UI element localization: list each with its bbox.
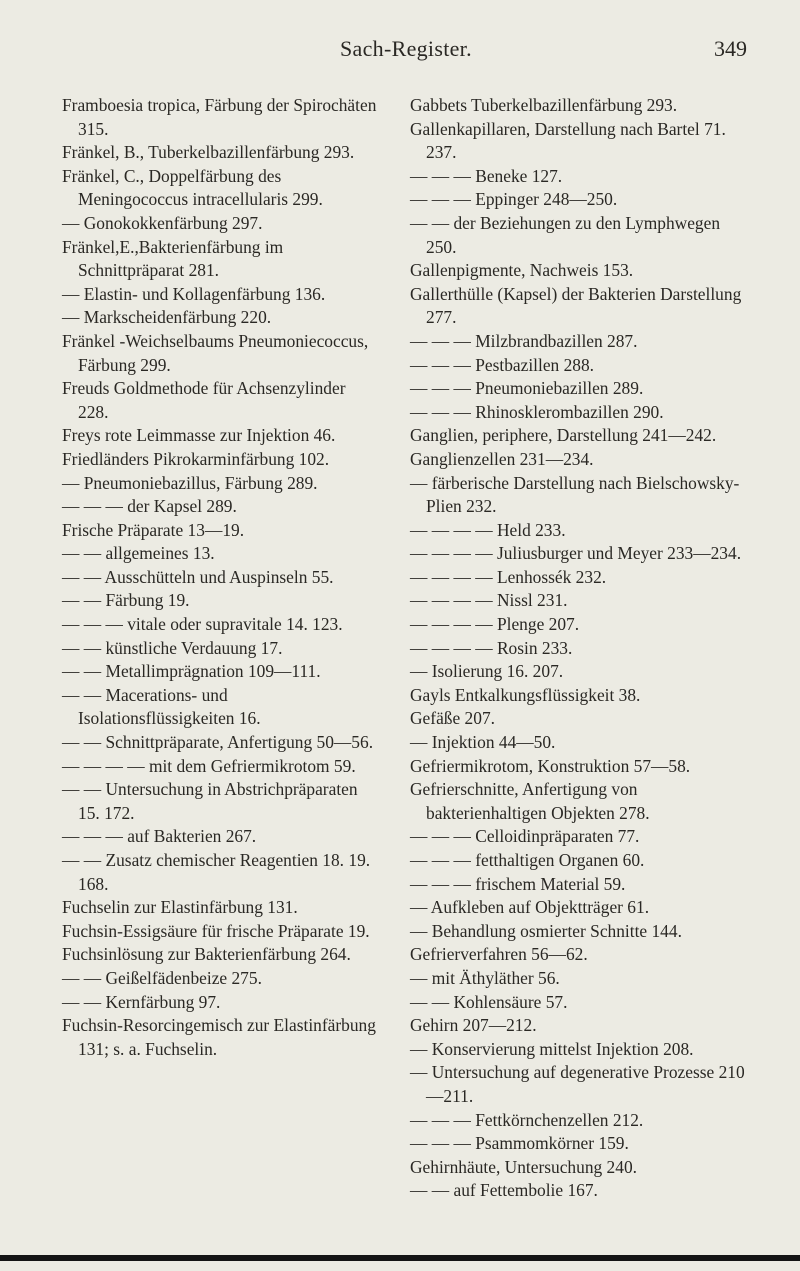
index-entry: Gehirnhäute, Untersuchung 240. [410,1156,637,1177]
index-entry: Fuchselin zur Elastinfärbung 131. [62,897,298,918]
index-entry: Fränkel, B., Tuberkelbazillenfärbung 293. [62,142,355,163]
index-entry: Gefriermikrotom, Konstruktion 57—58. [410,755,691,776]
index-entry: — Markscheidenfärbung 220. [62,307,272,328]
index-entry: Gefäße 207. [410,708,495,729]
index-entry: Fuchsin-Resorcingemisch zur Elastinfärbung 131; s. a. Fuchselin. [62,1015,376,1059]
index-entry: — Injektion 44—50. [410,732,556,753]
index-entry: — färberische Darstellung nach Bielschowsky-Plien 232. [410,472,740,517]
left-column [62,94,380,1061]
bottom-edge-rule [0,1255,800,1261]
index-entry: — — — Eppinger 248—250. [410,189,618,210]
index-entry: — — — vitale oder supravitale 14. 123. [62,614,343,635]
index-entry: — — — — mit dem Gefriermikrotom 59. [62,755,356,776]
index-entry: — Elastin- und Kollagenfärbung 136. [62,283,326,304]
index-entry: Fuchsin-Essigsäure für frische Präparate 19. [62,920,370,941]
index-entry: — — der Beziehungen zu den Lymphwegen 250. [410,212,721,257]
index-entry: — — — auf Bakterien 267. [62,826,257,847]
index-entry: — Konservierung mittelst Injektion 208. [410,1038,694,1059]
index-entry: Gabbets Tuberkelbazillenfärbung 293. [410,95,678,115]
right-column [410,94,746,1203]
running-title: Sach-Register. [340,36,472,61]
index-entry: Fränkel,E.,Bakterienfärbung im Schnittpräparat 281. [62,236,284,281]
index-entry: — — Ausschütteln und Auspinseln 55. [62,566,334,587]
index-entry: Fuchsinlösung zur Bakterienfärbung 264. [62,944,351,965]
index-entry: — — — — Rosin 233. [410,637,573,658]
index-entry: — Gonokokkenfärbung 297. [62,212,263,233]
index-entry: Gefrierschnitte, Anfertigung von bakterienhaltigen Objekten 278. [410,779,650,823]
index-entry: — — — der Kapsel 289. [62,496,237,517]
index-entry: Gefrierverfahren 56—62. [410,944,588,965]
index-entry: Framboesia tropica, Färbung der Spirochäten 315. [62,95,377,139]
index-entry: — — — Celloidinpräparaten 77. [410,826,640,847]
index-entry: — — — frischem Material 59. [410,873,626,894]
index-entry: — — — Psammomkörner 159. [410,1133,629,1154]
index-entry: Gallenkapillaren, Darstellung nach Bartel 71. 237. [410,118,726,163]
index-entry: — — — — Nissl 231. [410,590,568,611]
index-entry: — Untersuchung auf degenerative Prozesse 210—211. [410,1062,745,1106]
index-entry: — — — — Juliusburger und Meyer 233—234. [410,543,742,564]
index-entry: — — Geißelfädenbeize 275. [62,967,262,988]
index-entry: — — Kernfärbung 97. [62,991,221,1012]
index-entry: — — Färbung 19. [62,590,190,611]
index-entry: — — — Fettkörnchenzellen 212. [410,1109,644,1130]
index-entry: Gehirn 207—212. [410,1015,537,1036]
page-number: 349 [714,36,747,61]
index-entry: Freys rote Leimmasse zur Injektion 46. [62,425,336,446]
index-entry: Gayls Entkalkungsflüssigkeit 38. [410,684,641,705]
index-entry: — — — — Plenge 207. [410,614,580,635]
index-entry: — — Kohlensäure 57. [410,991,568,1012]
index-entry: Fränkel, C., Doppelfärbung des Meningococcus intracellularis 299. [62,165,323,210]
index-entry: — — Macerations- und Isolationsflüssigkeiten 16. [62,684,261,729]
index-entry: Ganglienzellen 231—234. [410,448,594,469]
index-entry: — — Metallimprägnation 109—111. [62,661,321,682]
index-entry: — — — Beneke 127. [410,165,563,186]
index-entry: Frische Präparate 13—19. [62,519,245,540]
index-entry: — — künstliche Verdauung 17. [62,637,283,658]
index-entry: Freuds Goldmethode für Achsenzylinder 228. [62,378,346,422]
index-entry: — Behandlung osmierter Schnitte 144. [410,920,682,941]
index-entry: — Isolierung 16. 207. [410,661,564,682]
index-entry: — — — Milzbrandbazillen 287. [410,330,638,351]
index-entry: — — — Rhinosklerombazillen 290. [410,401,664,422]
index-entry: — — Untersuchung in Abstrichpräparaten 15. 172. [62,779,358,823]
index-entry: — — allgemeines 13. [62,543,215,564]
index-entry: — mit Äthyläther 56. [410,967,560,988]
index-entry: — Pneumoniebazillus, Färbung 289. [62,472,318,493]
index-entry: Gallerthülle (Kapsel) der Bakterien Darstellung 277. [410,283,742,328]
index-entry: — — — — Lenhossék 232. [410,566,607,587]
page-header [0,22,800,62]
index-entry: Fränkel -Weichselbaums Pneumoniecoccus, Färbung 299. [62,330,369,375]
index-entry: — — Zusatz chemischer Reagentien 18. 19. 168. [62,850,371,894]
index-entry: Friedländers Pikrokarminfärbung 102. [62,448,330,469]
index-entry: — Aufkleben auf Objektträger 61. [410,897,650,918]
index-entry: Ganglien, periphere, Darstellung 241—242. [410,425,717,446]
index-entry: Gallenpigmente, Nachweis 153. [410,260,634,281]
index-entry: — — — fetthaltigen Organen 60. [410,850,645,870]
index-entry: — — auf Fettembolie 167. [410,1180,598,1201]
index-entry: — — — — Held 233. [410,519,566,540]
index-entry: — — Schnittpräparate, Anfertigung 50—56. [62,732,374,753]
index-entry: — — — Pneumoniebazillen 289. [410,378,644,399]
index-entry: — — — Pestbazillen 288. [410,354,595,375]
